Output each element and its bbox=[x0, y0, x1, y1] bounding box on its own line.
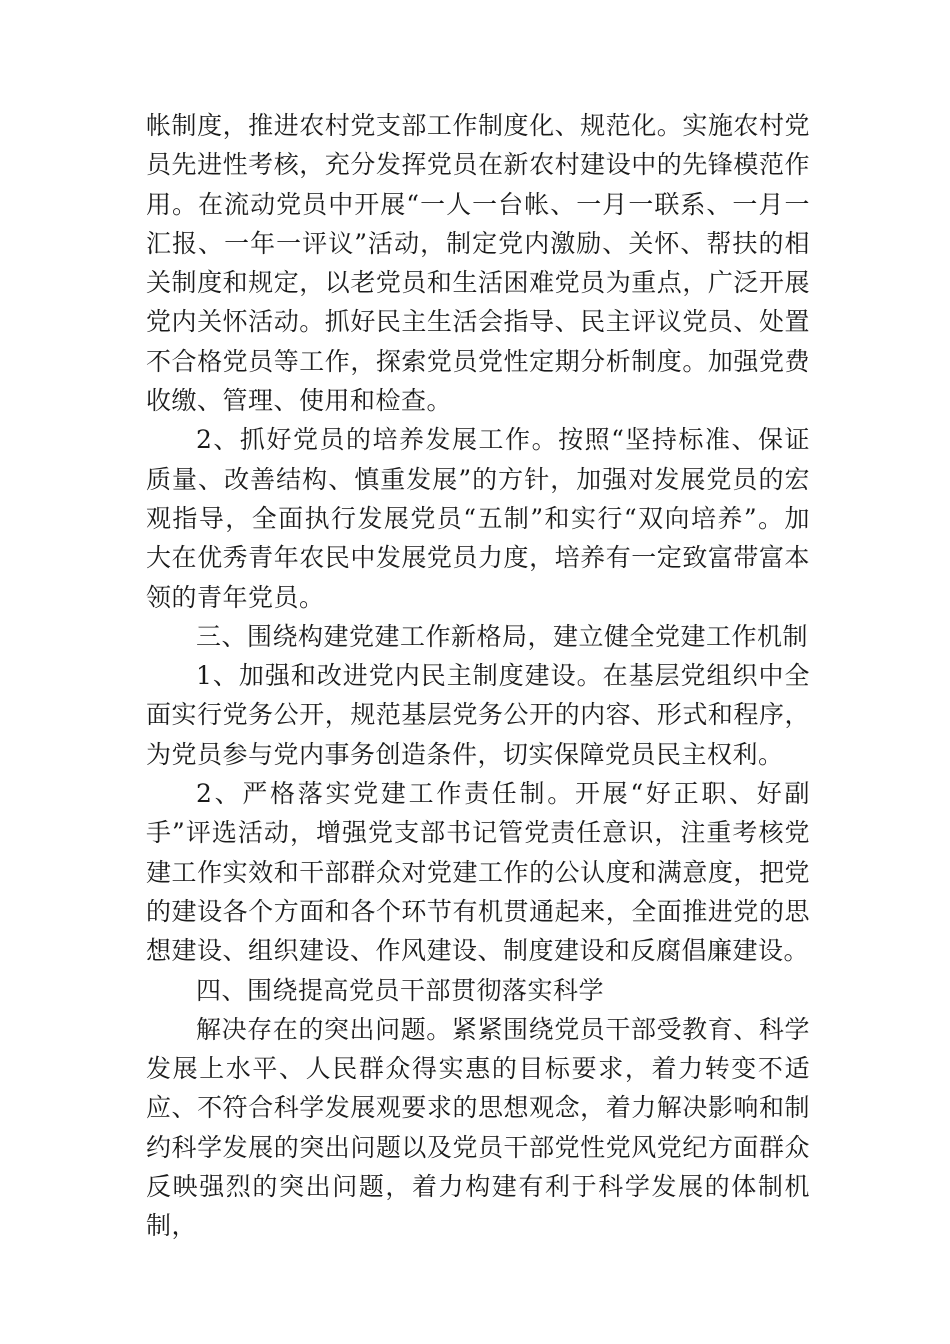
paragraph-inner-party-democracy: 1、加强和改进党内民主制度建设。在基层党组织中全面实行党务公开，规范基层党务公开的内容、形式和程序，为党员参与党内事务创造条件，切实保障党员民主权利。 bbox=[146, 661, 810, 769]
paragraph-member-development: 2、抓好党员的培养发展工作。按照“坚持标准、保证质量、改善结构、慎重发展”的方针，加强对发展党员的宏观指导，全面执行发展党员“五制”和实行“双向培养”。加大在优秀青年农民中发展党员力度，培养有一定致富带富本领的青年党员。 bbox=[146, 425, 810, 612]
paragraph-responsibility-system: 2、严格落实党建工作责任制。开展“好正职、好副手”评选活动，增强党支部书记管党责任意识，注重考核党建工作实效和干部群众对党建工作的公认度和满意度，把党的建设各个方面和各个环节有机贯通起来，全面推进党的思想建设、组织建设、作风建设、制度建设和反腐倡廉建设。 bbox=[146, 779, 810, 966]
section-heading-four: 四、围绕提高党员干部贯彻落实科学 bbox=[196, 975, 605, 1005]
section-heading-three: 三、围绕构建党建工作新格局，建立健全党建工作机制 bbox=[196, 621, 809, 651]
document-body bbox=[146, 106, 810, 1246]
paragraph-solve-problems: 解决存在的突出问题。紧紧围绕党员干部受教育、科学发展上水平、人民群众得实惠的目标要求，着力转变不适应、不符合科学发展观要求的思想观念，着力解决影响和制约科学发展的突出问题以及党员干部党性党风党纪方面群众反映强烈的突出问题，着力构建有利于科学发展的体制机制， bbox=[146, 1014, 810, 1241]
paragraph-party-branch-system: 帐制度，推进农村党支部工作制度化、规范化。实施农村党员先进性考核，充分发挥党员在新农村建设中的先锋模范作用。在流动党员中开展“一人一台帐、一月一联系、一月一汇报、一年一评议”活动，制定党内激励、关怀、帮扶的相关制度和规定，以老党员和生活困难党员为重点，广泛开展党内关怀活动。抓好民主生活会指导、民主评议党员、处置不合格党员等工作，探索党员党性定期分析制度。加强党费收缴、管理、使用和检查。 bbox=[146, 111, 810, 416]
